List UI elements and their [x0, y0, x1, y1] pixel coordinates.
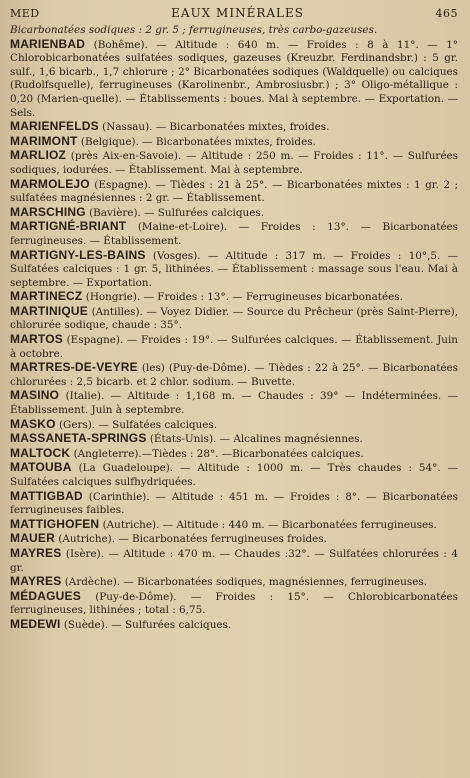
running-title: EAUX MINÉRALES: [171, 6, 304, 20]
entry: [10, 249, 458, 291]
entry-name: MARTINECZ: [10, 289, 83, 304]
entries-list: [10, 24, 458, 633]
entry-text: (Nassau). — Bicarbonatées mixtes, froides.: [98, 121, 330, 134]
entry-name: MAYRES: [10, 574, 62, 589]
entry-text: (Isère). — Altitude : 470 m. — Chaudes :32°. — Sulfatées chlorurées : 4 gr.: [10, 547, 458, 574]
entry: [10, 38, 458, 121]
entry-name: MARIMONT: [10, 133, 78, 148]
entry-continuation: Bicarbonatées sodiques : 2 gr. 5 ; ferrugineuses, très carbo-gazeuses.: [10, 24, 378, 36]
entry-text: (près Aix-en-Savoie). — Altitude : 250 m. — Froides : 11°. — Sulfurées sodiques, iodurées. — Établissement. Mai à septembre.: [10, 150, 458, 176]
entry: [10, 575, 458, 590]
entry: [10, 461, 458, 489]
entry: [10, 518, 458, 533]
entry-text: (Puy-de-Dôme). — Froides : 15°. — Chlorobicarbonatées ferrugineuses, lithinées ; total : 6,75.: [10, 590, 458, 617]
entry-text: (Autriche). — Bicarbonatées ferrugineuses froides.: [55, 533, 327, 546]
entry-text: (Gers). — Sulfatées calciques.: [55, 418, 218, 431]
entry: [10, 178, 458, 206]
entry: [10, 120, 458, 135]
entry-text: (Autriche). — Altitude : 440 m. — Bicarbonatées ferrugineuses.: [99, 518, 437, 531]
entry: [10, 389, 458, 417]
entry-text: (États-Unis). — Alcalines magnésiennes.: [146, 433, 363, 446]
entry-name: MARSCHING: [10, 204, 86, 219]
entry-text: (Bavière). — Sulfurées calciques.: [85, 206, 264, 219]
entry-text: (Espagne). — Tièdes : 21 à 25°. — Bicarbonatées mixtes : 1 gr. 2 ; sulfatées magnésiennes : 2 gr. — Établissement.: [10, 178, 458, 205]
entry-name: MASINO: [10, 388, 60, 403]
entry: [10, 432, 458, 447]
entry-name: MAUER: [10, 531, 55, 546]
entry-text: (les) (Puy-de-Dôme). — Tièdes : 22 à 25°. — Bicarbonatées chlorurées : 2,5 bicarb. et 2 chlor. sodium. — Buvette.: [10, 362, 458, 388]
entry: [10, 590, 458, 618]
entry-name: MATTIGBAD: [10, 488, 83, 503]
entry-name: MARLIOZ: [10, 148, 67, 163]
entry-text: (Belgique). — Bicarbonatées mixtes, froides.: [77, 135, 316, 148]
entry-text: (Carinthie). — Altitude : 451 m. — Froides : 8°. — Bicarbonatées ferrugineuses faibles.: [10, 490, 458, 517]
entry-text: (Maine-et-Loire). — Froides : 13°. — Bicarbonatées ferrugineuses. — Établissement.: [10, 221, 458, 247]
entry-name: MÉDAGUES: [10, 588, 81, 603]
entry-name: MARTIGNY-LES-BAINS: [10, 247, 146, 262]
entry-name: MALTOCK: [10, 445, 71, 460]
entry-name: MAYRES: [10, 545, 62, 560]
entry-name: MARMOLEJO: [10, 176, 90, 191]
entry-text: (Hongrie). — Froides : 13°. — Ferrugineuses bicarbonatées.: [82, 291, 403, 304]
entry: [10, 305, 458, 333]
entry-text: (Italie). — Altitude : 1,168 m. — Chaudes : 39° — Indéterminées. — Établissement. Juin à septembre.: [10, 390, 458, 417]
entry-name: MATTIGHOFEN: [10, 516, 100, 531]
page-number: 465: [435, 7, 458, 20]
entry-text: (Angleterre).—Tièdes : 28°. —Bicarbonatées calciques.: [70, 447, 364, 460]
page-header: [10, 6, 458, 24]
entry-name: MEDEWI: [10, 616, 61, 631]
entry: [10, 618, 458, 633]
entry-name: MARTINIQUE: [10, 303, 88, 318]
entry: [10, 490, 458, 518]
entry: [10, 135, 458, 150]
entry: [10, 418, 458, 433]
entry-name: MARIENBAD: [10, 36, 86, 51]
entry-text: (Antilles). — Voyez Didier. — Source du Prêcheur (près Saint-Pierre), chlorurée sodique, chaude : 35°.: [10, 305, 458, 332]
entry: [10, 290, 458, 305]
entry-text: (Suède). — Sulfurées calciques.: [60, 618, 232, 631]
entry-text: (Vosges). — Altitude : 317 m. — Froides : 10°,5. — Sulfatées calciques : 1 gr. 5, lithinées. — Établissement : massage sous l'eau. Mai à septembre. — Exportation.: [10, 249, 458, 289]
entry-name: MARTRES-DE-VEYRE: [10, 360, 138, 375]
entry-name: MARIENFELDS: [10, 119, 99, 134]
entry: [10, 149, 458, 177]
entry-text: (Ardèche). — Bicarbonatées sodiques, magnésiennes, ferrugineuses.: [61, 576, 427, 589]
entry-text: (La Guadeloupe). — Altitude : 1000 m. — Très chaudes : 54°. — Sulfatées calciques sulfhydriquées.: [10, 462, 458, 488]
entry-name: MARTIGNÉ-BRIANT: [10, 219, 127, 234]
entry: [10, 547, 458, 575]
entry: [10, 333, 458, 361]
entry: [10, 361, 458, 389]
entry-name: MATOUBA: [10, 460, 72, 475]
entry: [10, 220, 458, 248]
entry-text: (Bohême). — Altitude : 640 m. — Froides : 8 à 11°. — 1° Chlorobicarbonatées sulfatées sodiques, gazeuses (Kreuzbr. Ferdinandsbr.) : 5 gr. sulf., 1,6 bicarb., 1,7 chlorure ; 2° Bicarbonatées sodiques (Waldquelle) ou calciques (Rudolfsquelle), ferrugineuses (Karolinenbr., Ambrosiusbr.) ; 3° Oligo-métallique : 0,20 (Marien-quelle). — Établissements : boues. Mai à septembre. — Exportation. — Sels.: [10, 38, 458, 119]
entry-name: MARTOS: [10, 332, 63, 347]
entry-text: (Espagne). — Froides : 19°. — Sulfurées calciques. — Établissement. Juin à octobre.: [10, 334, 458, 360]
entry-name: MASKO: [10, 416, 56, 431]
header-left: MED: [10, 7, 40, 20]
entry: [10, 532, 458, 547]
entry-name: MASSANETA-SPRINGS: [10, 431, 147, 446]
entry: [10, 447, 458, 462]
